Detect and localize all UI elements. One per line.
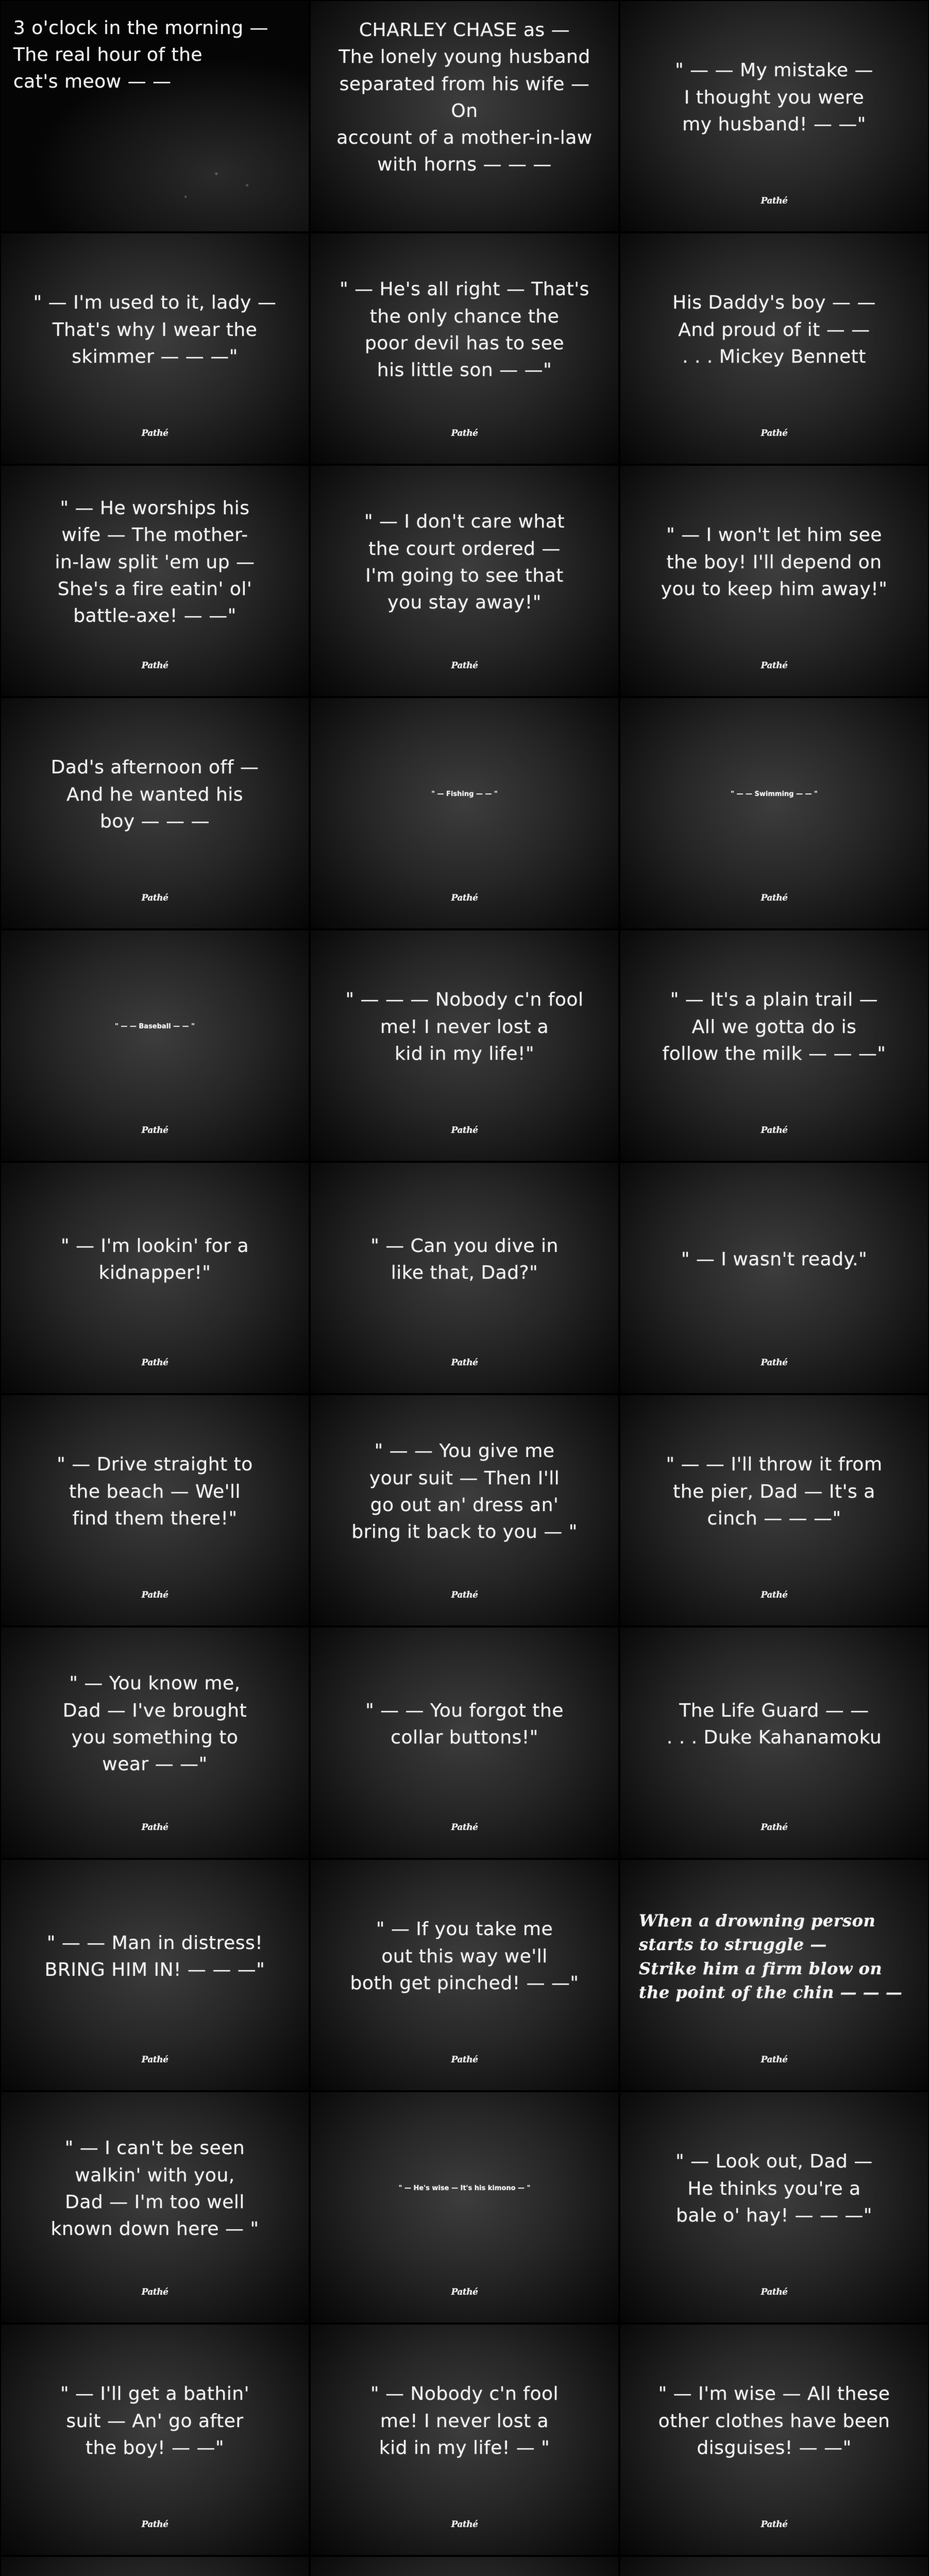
pathe-logo: Pathé [451, 1125, 478, 1136]
pathe-logo: Pathé [761, 2054, 788, 2065]
title-card [619, 1394, 929, 1626]
pathe-logo: Pathé [761, 1357, 788, 1368]
pathe-logo: Pathé [141, 2519, 168, 2530]
intertitle-text: " — I don't care what the court ordered — I'm going to see that you stay away!" [364, 511, 565, 613]
intertitle-text: " — — Baseball — — " [115, 1023, 195, 1031]
title-card [0, 465, 310, 697]
title-card [619, 929, 929, 1162]
intertitle-text: " — It's a plain trail — All we gotta do is follow the milk — — —" [662, 989, 886, 1064]
title-card [619, 2324, 929, 2556]
pathe-logo: Pathé [141, 1125, 168, 1136]
intertitle-text: " — Can you dive in like that, Dad?" [370, 1235, 559, 1283]
intertitle-text: Dad's afternoon off — And he wanted his boy — — — [50, 757, 259, 832]
intertitle-text: " — — You give me your suit — Then I'll go out an' dress an' bring it back to you — " [351, 1440, 578, 1543]
intertitle-text: " — He's wise — It's his kimono — " [398, 2184, 531, 2193]
pathe-logo: Pathé [761, 1589, 788, 1600]
title-card [619, 2091, 929, 2324]
pathe-logo: Pathé [451, 660, 478, 671]
title-card [310, 465, 619, 697]
title-card [310, 0, 619, 232]
title-card [310, 1859, 619, 2091]
pathe-logo: Pathé [761, 892, 788, 903]
title-card [0, 2091, 310, 2324]
title-card [0, 0, 310, 232]
pathe-logo: Pathé [761, 195, 788, 206]
intertitle-text: " — He worships his wife — The mother- in-law split 'em up — She's a fire eatin' ol' battle-axe! — —" [55, 498, 255, 626]
pathe-logo: Pathé [451, 1357, 478, 1368]
title-card [0, 232, 310, 465]
title-card [0, 1394, 310, 1626]
intertitle-text: " — Fishing — — " [431, 790, 498, 799]
intertitle-text: " — — You forgot the collar buttons!" [365, 1700, 564, 1748]
pathe-logo: Pathé [761, 2286, 788, 2297]
title-card [0, 2324, 310, 2556]
title-card [0, 929, 310, 1162]
intertitle-text: " — He's all right — That's the only chance the poor devil has to see his little son — —" [340, 279, 589, 381]
pathe-logo: Pathé [141, 1589, 168, 1600]
title-card [619, 1162, 929, 1394]
intertitle-text: When a drowning person starts to struggle — Strike him a firm blow on the point of the chin — — — [638, 1910, 903, 2003]
intertitle-text: " — Look out, Dad — He thinks you're a bale o' hay! — — —" [675, 2151, 873, 2226]
intertitle-text: " — If you take me out this way we'll both get pinched! — —" [350, 1919, 579, 1994]
pathe-logo: Pathé [761, 428, 788, 438]
pathe-logo: Pathé [141, 1357, 168, 1368]
intertitle-text: " — — — Nobody c'n fool me! I never lost a kid in my life!" [345, 989, 584, 1064]
pathe-logo: Pathé [761, 1125, 788, 1136]
pathe-logo: Pathé [141, 2286, 168, 2297]
intertitle-text: " — — My mistake — I thought you were my husband! — —" [675, 60, 873, 135]
intertitle-text: " — — Man in distress! BRING HIM IN! — — —" [44, 1932, 265, 1980]
title-card [0, 1859, 310, 2091]
intertitle-text: " — I'm used to it, lady — That's why I wear the skimmer — — —" [33, 292, 277, 367]
title-card [619, 697, 929, 929]
intertitle-text: " — I can't be seen walkin' with you, Dad — I'm too well known down here — " [50, 2138, 259, 2240]
intertitle-text: " — Drive straight to the beach — We'll find them there!" [57, 1454, 253, 1529]
title-card [0, 697, 310, 929]
pathe-logo: Pathé [761, 660, 788, 671]
intertitle-text: " — — Swimming — — " [731, 790, 818, 799]
pathe-logo: Pathé [451, 2519, 478, 2530]
title-card [310, 697, 619, 929]
intertitle-text: " — You know me, Dad — I've brought you something to wear — —" [62, 1673, 247, 1775]
pathe-logo: Pathé [141, 892, 168, 903]
intertitle-text: " — I won't let him see the boy! I'll depend on you to keep him away!" [661, 524, 888, 600]
title-card [619, 1859, 929, 2091]
intertitle-text: " — I'll get a bathin' suit — An' go after the boy! — —" [60, 2383, 250, 2459]
title-card [310, 2091, 619, 2324]
intertitle-text: The Life Guard — — . . . Duke Kahanamoku [666, 1700, 882, 1748]
intertitle-text: His Daddy's boy — — And proud of it — — . . . Mickey Bennett [672, 292, 876, 367]
title-card [619, 465, 929, 697]
title-card [310, 2556, 619, 2576]
title-card [619, 232, 929, 465]
title-card [310, 1162, 619, 1394]
pathe-logo: Pathé [451, 2054, 478, 2065]
pathe-logo: Pathé [761, 2519, 788, 2530]
pathe-logo: Pathé [451, 892, 478, 903]
pathe-logo: Pathé [451, 2286, 478, 2297]
title-card [310, 2324, 619, 2556]
title-card [0, 2556, 310, 2576]
title-card [310, 1626, 619, 1859]
pathe-logo: Pathé [141, 428, 168, 438]
pathe-logo: Pathé [451, 1589, 478, 1600]
title-card [619, 2556, 929, 2576]
title-card [0, 1626, 310, 1859]
title-card [310, 1394, 619, 1626]
intertitle-text: " — — I'll throw it from the pier, Dad — It's a cinch — — —" [666, 1454, 883, 1529]
intertitle-text: " — I wasn't ready." [681, 1248, 868, 1270]
pathe-logo: Pathé [141, 2054, 168, 2065]
pathe-logo: Pathé [761, 1822, 788, 1833]
title-card [310, 929, 619, 1162]
title-card [619, 0, 929, 232]
title-card [619, 1626, 929, 1859]
pathe-logo: Pathé [141, 660, 168, 671]
title-card [310, 232, 619, 465]
intertitle-text: " — I'm lookin' for a kidnapper!" [60, 1235, 249, 1283]
pathe-logo: Pathé [141, 1822, 168, 1833]
title-card [0, 1162, 310, 1394]
pathe-logo: Pathé [451, 1822, 478, 1833]
intertitle-text: CHARLEY CHASE as — The lonely young husband separated from his wife — On account of a mother-in-law with horns — — — [336, 20, 593, 176]
pathe-logo: Pathé [451, 428, 478, 438]
intertitle-text: " — Nobody c'n fool me! I never lost a kid in my life! — " [370, 2383, 559, 2459]
intertitle-text: " — I'm wise — All these other clothes have been disguises! — —" [658, 2383, 890, 2459]
intertitle-text: 3 o'clock in the morning — The real hour of the cat's meow — — [13, 17, 269, 93]
